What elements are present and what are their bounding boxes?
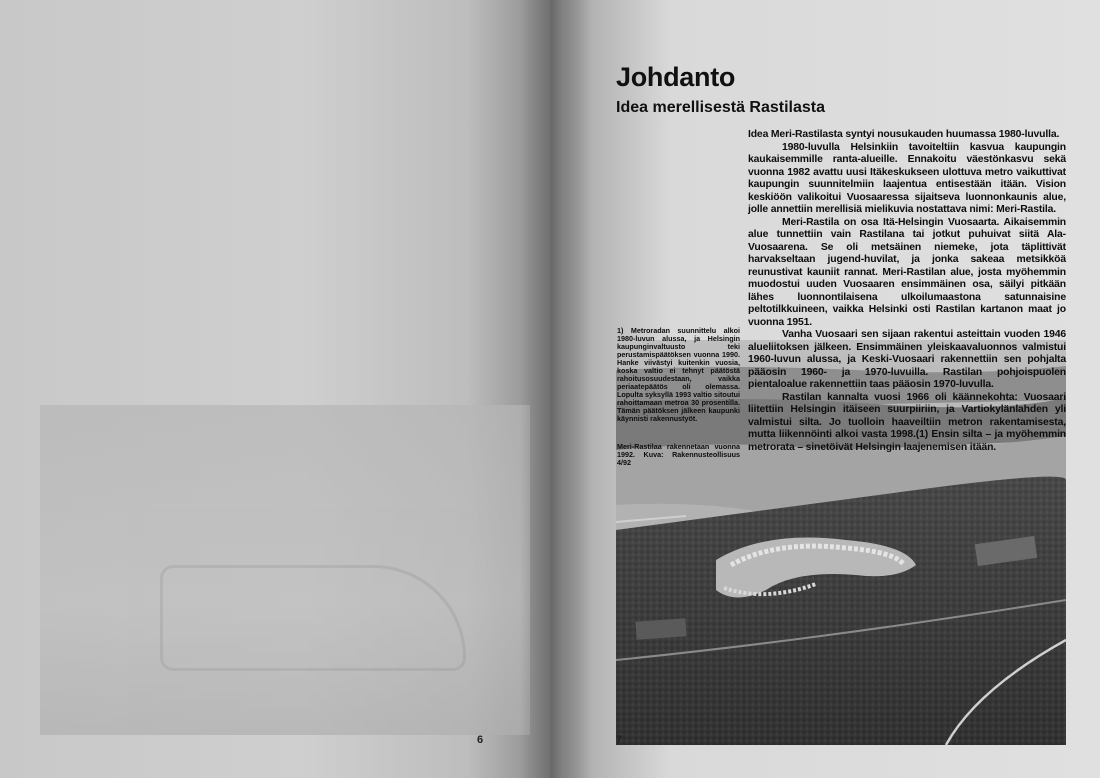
faded-photo [40, 405, 530, 735]
photo-caption [617, 443, 740, 467]
book-gutter [520, 0, 590, 778]
body-paragraph-2: 1980-luvulla Helsinkiin tavoiteltiin kasvua kaupungin kaukaisemmille ranta-alueille. Ennakoitu väestönkasvu sekä vuonna 1982 avattu uusi Itäkeskukseen ulottuva metro vaikuttivat kaupungin suunnitelmiin laajentua entisestään itään. Vision keskiöön valikoitui Vuosaaressa sijaitseva luonnonkaunis alue, jolle annettiin merellisiä mielikuvia nostattava nimi: Meri-Rastila. [748, 141, 1066, 215]
photo-caption-text: Meri-Rastilaa rakennetaan vuonna 1992. Kuva: Rakennusteollisuus 4/92 [617, 442, 740, 467]
body-paragraph-5: Rastilan kannalta vuosi 1966 oli käännekohta: Vuosaari liitettiin Helsingin itäiseen suurpiiriin, ja Vartiokylänlahden yli valmistui silta. Jo tuolloin haaveiltiin metron rakentamisesta, mutta liikennöinti alkoi vasta 1998.(1) Ensin silta – ja myöhemmin metrorata – sinetöivät Helsingin laajenemisen itään. [748, 391, 1066, 453]
footnote [617, 327, 740, 423]
body-paragraph-3: Meri-Rastila on osa Itä-Helsingin Vuosaarta. Aikaisemmin alue tunnettiin vain Rastilana tai jotkut puhuivat siitä Ala-Vuosaarena. Se oli metsäinen niemeke, jota täplittivät harvakseltaan jugend-huvilat, ja jonka sakeaa metsikköä reunustivat kauniit rannat. Meri-Rastilan alue, josta myöhemmin muodostui uuden Vuosaaren ensimmäinen osa, säilyi pitkään lähes luonnontilaisena ulkoilumaastona satunnaisine peltotilkkuineen, vaikka Helsinki osti Rastilan kartanon maat jo vuonna 1951. [748, 216, 1066, 328]
body-paragraph-4: Vanha Vuosaari sen sijaan rakentui asteittain vuoden 1946 alueliitoksen jälkeen. Ensimmäinen yleiskaavaluonnos valmistui 1960-luvun alussa, ja Keski-Vuosaari rakennettiin sen pohjalta pääosin 1960- ja 1970-luvuilla. Rastilan pohjoispuolen pientaloalue rakennettiin taas pääosin 1970-luvulla. [748, 329, 1066, 390]
left-page-number: 6 [477, 734, 484, 746]
chapter-subtitle: Idea merellisestä Rastilasta [616, 99, 826, 116]
footnote-text: 1) Metroradan suunnittelu alkoi 1980-luvun alussa, ja Helsingin kaupunginvaltuusto teki perustamispäätöksen vuonna 1990. Hanke viivästyi kuitenkin vuosia, koska valtio ei tehnyt päätöstä rahoitusosuudestaan, vaikka periaatepäätös oli olemassa. Lopulta syksyllä 1993 valtio sitoutui rahoittamaan metroa 30 prosentilla. Tämän päätöksen jälkeen kaupunki käynnisti rakennustyöt. [617, 326, 740, 423]
main-body-text [748, 129, 1066, 454]
chapter-title: Johdanto [616, 62, 736, 92]
right-page-number: 7 [616, 734, 623, 746]
body-paragraph-1: Idea Meri-Rastilasta syntyi nousukauden huumassa 1980-luvulla. [748, 129, 1060, 140]
